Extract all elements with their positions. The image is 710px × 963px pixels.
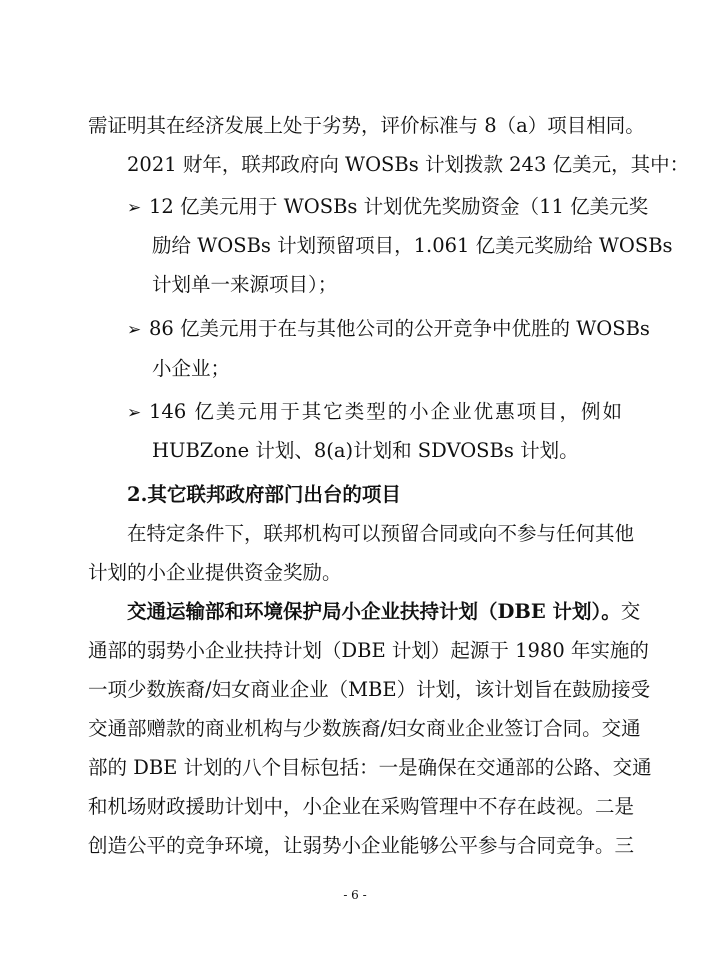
- paragraph-line: 通部的弱势小企业扶持计划（DBE 计划）起源于 1980 年实施的: [88, 639, 649, 662]
- bullet-continuation: 计划单一来源项目）；: [152, 273, 338, 296]
- page-number: - 6 -: [343, 888, 367, 902]
- paragraph-line: 和机场财政援助计划中，小企业在采购管理中不存在歧视。二是: [88, 795, 635, 818]
- bullet-continuation: 小企业；: [152, 357, 231, 380]
- bullet-item-3: [127, 398, 622, 426]
- paragraph-text: 交: [620, 600, 641, 623]
- bullet-continuation: 励给 WOSBs 计划预留项目，1.061 亿美元奖励给 WOSBs: [152, 234, 673, 257]
- bullet-item-2: [127, 315, 650, 343]
- paragraph-line: 一项少数族裔/妇女商业企业（MBE）计划，该计划旨在鼓励接受: [88, 678, 651, 701]
- paragraph-line: 2021 财年，联邦政府向 WOSBs 计划拨款 243 亿美元，其中：: [127, 153, 690, 176]
- paragraph-line: [127, 598, 641, 626]
- bullet-arrow-icon: ➢: [127, 198, 142, 218]
- paragraph-line: 在特定条件下，联邦机构可以预留合同或向不参与任何其他: [127, 522, 635, 545]
- bullet-text: 86 亿美元用于在与其他公司的公开竞争中优胜的 WOSBs: [149, 317, 650, 340]
- bullet-arrow-icon: ➢: [127, 403, 142, 423]
- bullet-text: 12 亿美元用于 WOSBs 计划优先奖励资金（11 亿美元奖: [149, 195, 649, 218]
- section-heading: 2.其它联邦政府部门出台的项目: [127, 483, 401, 506]
- bullet-text: 146 亿美元用于其它类型的小企业优惠项目，例如: [149, 400, 622, 423]
- paragraph-line: 创造公平的竞争环境，让弱势小企业能够公平参与合同竞争。三: [88, 834, 635, 857]
- bullet-arrow-icon: ➢: [127, 320, 142, 340]
- paragraph-line: 需证明其在经济发展上处于劣势，评价标准与 8（a）项目相同。: [88, 114, 645, 137]
- bullet-continuation: HUBZone 计划、8(a)计划和 SDVOSBs 计划。: [152, 439, 579, 462]
- paragraph-line: 计划的小企业提供资金奖励。: [88, 561, 342, 584]
- paragraph-line: 交通部赠款的商业机构与少数族裔/妇女商业企业签订合同。交通: [88, 717, 641, 740]
- bullet-item-1: [127, 193, 649, 221]
- bold-lead-in: 交通运输部和环境保护局小企业扶持计划（DBE 计划）。: [127, 600, 621, 623]
- paragraph-line: 部的 DBE 计划的八个目标包括：一是确保在交通部的公路、交通: [88, 756, 652, 779]
